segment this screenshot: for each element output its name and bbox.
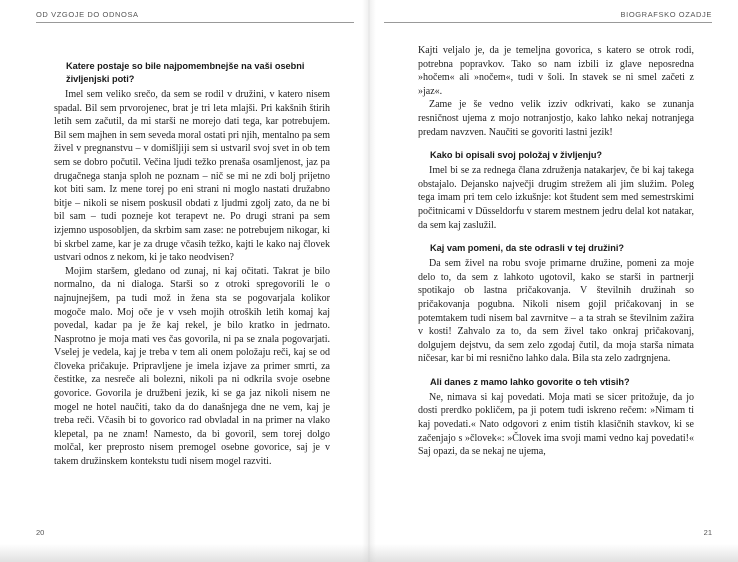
left-paragraph: Imel sem veliko srečo, da sem se rodil v družini, v katero nisem spadal. Bil sem prvorojenec, brat je tri leta mlajši. Pri kakšnih štirih letih sem začutil, da mi starši ne morejo dati tega, kar potrebujem. Bil sem majhen in sem seveda moral ostati pri njih, mentalno pa sem živel v pregnanstvu – v domišljiji sem si ustvaril svoj svet in ob tem sem se dobro počutil. Večina ljudi težko prenaša osamljenost, jaz pa drugačnega stanja sploh ne poznam – nič se mi ne zdi bolj prijetno kot biti sam. Iz mene torej po eni strani ni moglo nastati družabno bitje – nikoli se nisem poskusil obdati z ljudmi zgolj zato, da ne bi bil sam – tudi pozneje kot terapevt ne. Po drugi strani pa sem izjemno usposobljen, da skrbim sam zase: ne potrebujem nikogar, ki bi skrbel zame, kar je za druge včasih težko, kajti le kako naj človek ustvari odnos z nekom, ki je tako neodvisen? <box>54 89 330 264</box>
right-header-rule <box>384 22 712 23</box>
right-question: Kaj vam pomeni, da ste odrasli v tej družini? <box>430 243 625 254</box>
right-page-number: 21 <box>703 528 712 537</box>
right-question: Ali danes z mamo lahko govorite o teh vtisih? <box>430 376 630 387</box>
left-question: Katere postaje so bile najpomembnejše na vaši osebni življenjski poti? <box>66 61 305 84</box>
right-paragraph: Zame je še vedno velik izziv odkrivati, kako se zunanja resničnost ujema z mojo notranjostjo, kako lahko nekaj notranjega predam navzven. Naučiti se govoriti lastni jezik! <box>418 99 694 138</box>
right-question: Kako bi opisali svoj položaj v življenju? <box>430 150 603 161</box>
left-page-body <box>54 60 330 469</box>
page-bottom-shadow <box>0 544 738 562</box>
book-gutter <box>362 0 376 562</box>
right-paragraph: Imel bi se za rednega člana združenja natakarjev, če bi kaj takega obstajalo. Dejansko največji drugim strežem ali jim služim. Poleg tega imam pri tem celo izkušnje: kot študent sem med semestrskimi počitnicami v Düsseldorfu v starem mestnem jedru delal kot natakar, da sem kaj zaslužil. <box>418 165 694 231</box>
right-paragraph: Da sem živel na robu svoje primarne družine, pomeni za moje delo to, da sem z lahkoto ugotovil, kako se starši in partnerji spotikajo ob lastna pričakovanja. V številnih družinah so pričakovanja pogubna. Nikoli nisem gojil pričakovanj in se potemtakem tudi nisem bal zavrnitve – a ta strah se številnim zažira v kosti! Zahvalo za to, da sem živel tako onkraj pričakovanj, dolgujem dejstvu, da sem zelo zgodaj čutil, da moja starša nimata ničesar, kar bi mi resnično lahko dala. Bila sta zelo zadrgnjena. <box>418 258 694 365</box>
left-page-number: 20 <box>36 528 45 537</box>
right-running-head: BIOGRAFSKO OZADJE <box>620 10 712 19</box>
left-header-rule <box>36 22 354 23</box>
right-paragraph: Kajti veljalo je, da je temeljna govorica, s katero se otrok rodi, potrebna popravkov. Tako so nam izbili iz glave neposredna »hočem« ali »nočem«, tudi v šoli. In stavek se ni smel začeti z »jaz«. <box>418 45 694 97</box>
left-running-head: OD VZGOJE DO ODNOSA <box>36 10 139 19</box>
right-paragraph: Ne, nimava si kaj povedati. Moja mati se sicer pritožuje, da jo dosti prerdko pokličem, pa ji potem tudi iskreno rečem: »Nimam ti kaj povedati.« Nato odgovori z enim tistih klasičnih stavkov, ki se začenjajo s »človek«: »Človek ima svoji mami vedno kaj povedati!« Saj opazi, da se nekaj ne ujema, <box>418 391 694 458</box>
right-page-body <box>418 44 694 459</box>
left-paragraph: Mojim staršem, gledano od zunaj, ni kaj očitati. Takrat je bilo normalno, da ni dialoga. Starši so z otroki spregovorili le o najnujnejšem, pa tudi mož in žena sta se pogovarjala kolikor mogoče malo. Moj oče je v vseh mojih otroških letih komaj kaj povedal, kadar pa je že kaj rekel, je bilo kratko in jedrnato. Nasprotno je moja mati ves čas govorila, ni pa se znala pogovarjati. Vselej je vedela, kaj je treba v tem ali onem položaju reči, kaj se od človeka pričakuje. Pripravljene je imela izjave za primer smrti, za čestitke, za nesreče ali bolezni, nikoli pa ni odkrila svoje osebne govorice. Govorila je družbeni jezik, ki se ga jaz nikoli nisem ne mogel ne hotel naučiti, tako da do današnjega dne ne vem, kaj je treba reči. Včasih bi to govorico rad obvladal in na primer na vlako klepetal, pa ne znam! Namesto, da bi govoril, sem torej dolgo molčal, ker preprosto nisem premogel osebne govorice, saj je v takem družinskem kontekstu tudi nisem mogel razviti. <box>54 265 330 468</box>
